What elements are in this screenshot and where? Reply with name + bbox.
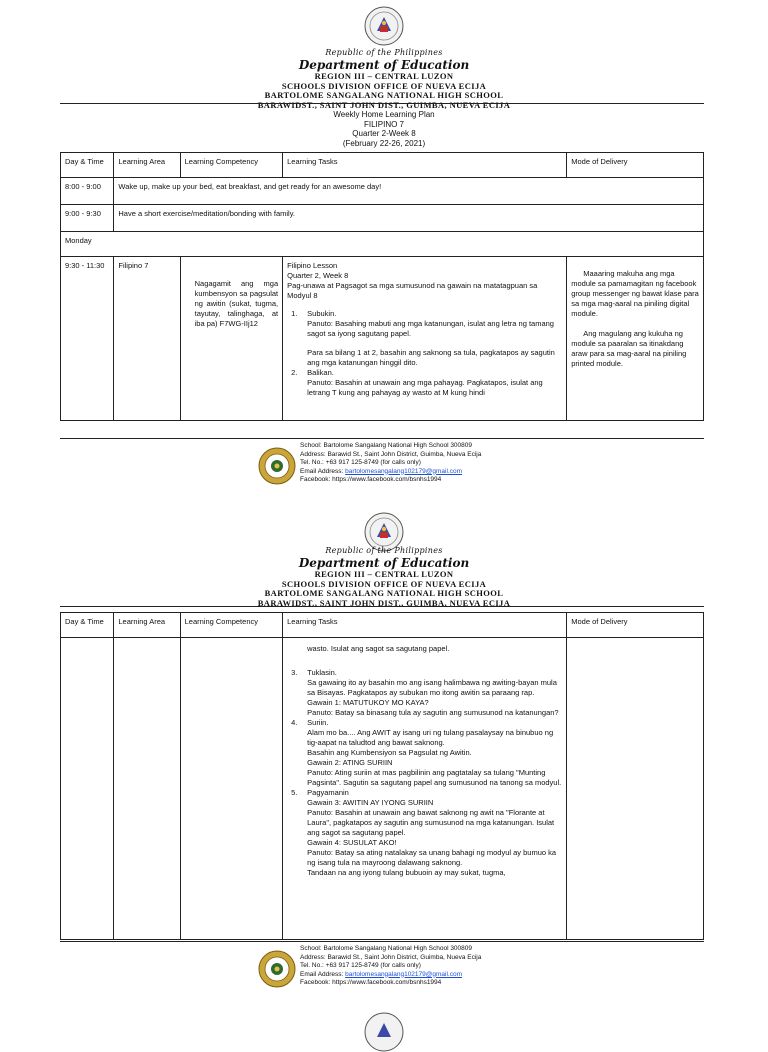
region-name: REGION III – CENTRAL LUZON (314, 569, 454, 579)
learning-area-cell: Filipino 7 (114, 257, 180, 421)
task-line: Panuto: Basahing mabuti ang mga katanungan, isulat ang letra ng tamang sagot sa iyong sagutang papel. (307, 319, 554, 338)
task-line: Alam mo ba.... Ang AWIT ay isang uri ng tulang pasalaysay na binubuo ng tig-aapat na taludtod ang bawat saknong. (307, 728, 554, 747)
footer-facebook: Facebook: https://www.facebook.com/bsnhs1994 (300, 476, 442, 483)
letterhead (0, 48, 768, 110)
deped-seal-icon (364, 1012, 404, 1052)
column-header: Learning Area (114, 613, 180, 638)
email-link[interactable]: bartolomesangalang102179@gmail.com (345, 467, 462, 475)
footer-tel: Tel. No.: +63 917 125-8749 (for calls only) (300, 459, 421, 466)
department-name: Department of Education (298, 58, 470, 72)
task-item-4 (287, 718, 562, 728)
tasks-cell (283, 638, 567, 940)
column-header: Day & Time (61, 153, 114, 178)
item-title: Tuklasin. (307, 668, 337, 677)
task-item-3 (287, 668, 562, 678)
region-name: REGION III – CENTRAL LUZON (314, 71, 454, 81)
column-header: Learning Tasks (283, 153, 567, 178)
task-line: Sa gawaing ito ay basahin mo ang isang halimbawa ng awiting-bayan mula sa Bisayas. Pagkatapos ay subukan mo itong awitin sa paraang rap. (307, 678, 557, 697)
table-row (61, 178, 704, 205)
column-header: Mode of Delivery (567, 613, 704, 638)
plan-quarter: Quarter 2-Week 8 (352, 129, 416, 138)
activity-cell: Wake up, make up your bed, eat breakfast, and get ready for an awesome day! (114, 178, 704, 205)
task-line: Filipino Lesson (287, 261, 338, 270)
item-title: Balikan. (307, 368, 334, 377)
task-line: Panuto: Basahin at unawain ang bawat saknong ng awit na "Florante at Laura", pagkatapos ay sagutin ang sumusunod na mga katanungan. Isulat ang sagot sa sagutang papel. (307, 808, 555, 837)
mode-paragraph: Ang magulang ang kukuha ng module sa paaralan sa itinakdang araw para sa mag-aaral na piniling printed module. (571, 329, 687, 368)
task-line: Basahin ang Kumbensiyon sa Pagsulat ng Awitin. (307, 748, 472, 757)
plan-title: Weekly Home Learning Plan (333, 110, 435, 119)
republic-label: Republic of the Philippines (325, 48, 443, 57)
competency-cell (180, 638, 283, 940)
footer-email (300, 971, 481, 980)
column-header: Learning Tasks (283, 613, 567, 638)
footer-email (300, 468, 481, 477)
school-contact-info (300, 945, 481, 988)
letterhead (0, 546, 768, 608)
time-cell: 8:00 - 9:00 (61, 178, 114, 205)
item-number: 5. (291, 788, 298, 797)
task-line: Panuto: Batay sa ating natalakay sa unang bahagi ng modyul ay bumuo ka ng isang tula na mayroong dalawang saknong. (307, 848, 557, 867)
task-line: Panuto: Batay sa binasang tula ay sagutin ang sumusunod na katanungan? (307, 708, 559, 717)
republic-label: Republic of the Philippines (325, 546, 443, 555)
school-address: BARAWIDST., SAINT JOHN DIST., GUIMBA, NUEVA ECIJA (257, 597, 511, 608)
task-item-2 (287, 368, 562, 378)
school-name: BARTOLOME SANGALANG NATIONAL HIGH SCHOOL (264, 588, 504, 598)
division-name: SCHOOLS DIVISION OFFICE OF NUEVA ECIJA (281, 578, 487, 589)
table-row (61, 232, 704, 257)
learning-plan-table (60, 612, 704, 940)
task-line: Panuto: Ating suriin at mas pagbilinin ang pagtatalay sa tulang "Munting Pagsinta". Sagutin sa sagutang papel ang sumusunod na tanong sa modyul. (307, 768, 562, 787)
learning-area-cell (114, 638, 180, 940)
footer-facebook: Facebook: https://www.facebook.com/bsnhs1994 (300, 979, 442, 986)
column-header: Mode of Delivery (567, 153, 704, 178)
task-line: Gawain 2: ATING SURIIN (307, 758, 393, 767)
time-cell (61, 638, 114, 940)
column-header: Learning Competency (180, 153, 283, 178)
email-link[interactable]: bartolomesangalang102179@gmail.com (345, 970, 462, 978)
column-header: Day & Time (61, 613, 114, 638)
column-header: Learning Competency (180, 613, 283, 638)
page-footer (0, 943, 768, 995)
task-line: Tandaan na ang iyong tulang bubuoin ay may sukat, tugma, (307, 868, 506, 877)
item-number: 2. (291, 368, 298, 377)
table-row (61, 205, 704, 232)
footer-divider (60, 438, 704, 439)
item-number: 3. (291, 668, 298, 677)
item-title: Suriin. (307, 718, 329, 727)
task-item-1 (287, 309, 562, 319)
task-line: Pag-unawa at Pagsagot sa mga sumusunod na gawain na matatagpuan sa Modyul 8 (287, 281, 538, 300)
school-name: BARTOLOME SANGALANG NATIONAL HIGH SCHOOL (264, 90, 504, 100)
mode-of-delivery-cell (567, 638, 704, 940)
school-seal-icon (258, 950, 296, 988)
table-header-row (61, 153, 704, 178)
tasks-cell (283, 257, 567, 421)
column-header: Learning Area (114, 153, 180, 178)
plan-subject: FILIPINO 7 (363, 119, 404, 129)
page-2 (0, 500, 768, 1024)
footer-address: Address: Barawid St., Saint John District, Guimba, Nueva Ecija (300, 953, 482, 961)
item-title: Subukin. (307, 309, 337, 318)
table-row (61, 257, 704, 421)
page-1 (0, 0, 768, 500)
task-line: Gawain 3: AWITIN AY IYONG SURIIN (307, 798, 434, 807)
table-row (61, 638, 704, 940)
item-number: 4. (291, 718, 298, 727)
task-line: wasto. Isulat ang sagot sa sagutang papel. (307, 644, 450, 653)
school-contact-info (300, 442, 481, 485)
footer-divider (60, 941, 704, 942)
item-number: 1. (291, 309, 298, 318)
department-name: Department of Education (298, 556, 470, 570)
mode-paragraph: Maaaring makuha ang mga module sa pamamagitan ng facebook group messenger ng bawat klase para sa mga mag-aaral na piniling digital module. (571, 269, 699, 318)
task-line: Para sa bilang 1 at 2, basahin ang saknong sa tula, pagkatapos ay sagutin ang mga katanungan hinggil dito. (307, 348, 555, 367)
day-cell: Monday (61, 232, 704, 257)
learning-plan-table (60, 152, 704, 421)
school-seal-icon (258, 447, 296, 485)
header-divider (60, 606, 704, 607)
division-name: SCHOOLS DIVISION OFFICE OF NUEVA ECIJA (281, 80, 487, 91)
task-line: Gawain 4: SUSULAT AKO! (307, 838, 397, 847)
footer-school: School: Bartolome Sangalang National High School 300809 (300, 442, 473, 449)
item-title: Pagyamanin (307, 788, 349, 797)
deped-seal-icon (364, 6, 404, 46)
plan-dates: (February 22-26, 2021) (342, 138, 426, 148)
header-divider (60, 103, 704, 104)
email-label: Email Address: (300, 467, 346, 475)
plan-title-block (0, 110, 768, 148)
email-label: Email Address: (300, 970, 346, 978)
competency-cell: Nagagamit ang mga kumbensyon sa pagsulat ng awitin (sukat, tugma, tayutay, talinghaga, at iba pa) F7WG-IIj12 (180, 257, 283, 421)
task-item-5 (287, 788, 562, 798)
footer-tel: Tel. No.: +63 917 125-8749 (for calls only) (300, 962, 421, 969)
footer-school: School: Bartolome Sangalang National High School 300809 (300, 945, 473, 952)
footer-address: Address: Barawid St., Saint John District, Guimba, Nueva Ecija (300, 450, 482, 458)
time-cell: 9:00 - 9:30 (61, 205, 114, 232)
page-footer (0, 440, 768, 492)
task-line: Panuto: Basahin at unawain ang mga pahayag. Pagkatapos, isulat ang letrang T kung ang pahayag ay wasto at M kung hindi (307, 378, 543, 397)
mode-of-delivery-cell (567, 257, 704, 421)
time-cell: 9:30 - 11:30 (61, 257, 114, 421)
school-address: BARAWIDST., SAINT JOHN DIST., GUIMBA, NUEVA ECIJA (257, 99, 511, 110)
table-header-row (61, 613, 704, 638)
task-line: Quarter 2, Week 8 (287, 271, 349, 280)
task-line: Gawain 1: MATUTUKOY MO KAYA? (307, 698, 429, 707)
activity-cell: Have a short exercise/meditation/bonding with family. (114, 205, 704, 232)
